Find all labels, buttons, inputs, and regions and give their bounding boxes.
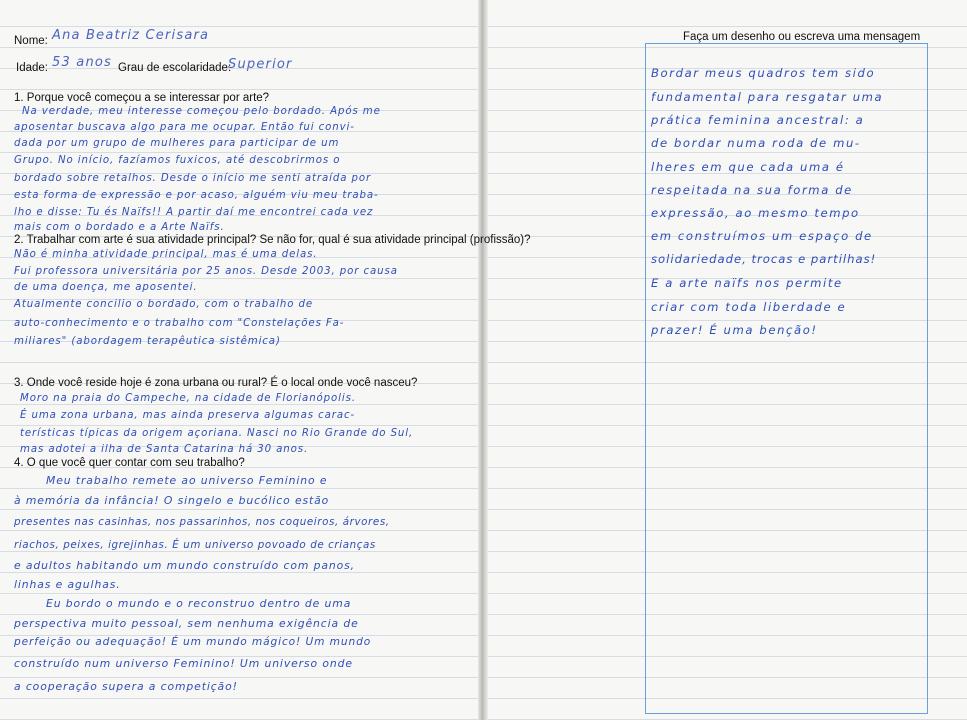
question-4: 4. O que você quer contar com seu trabalho? [14, 457, 245, 469]
message-line: respeitada na sua forma de [651, 183, 853, 197]
message-line: criar com toda liberdade e [651, 300, 847, 314]
education-label: Grau de escolaridade: [118, 62, 232, 74]
question-3: 3. Onde você reside hoje é zona urbana ou rural? É o local onde você nasceu? [14, 377, 418, 389]
answer-4-line: perfeição ou adequação! É um mundo mágico! Um mundo [14, 636, 372, 648]
answer-4-line: riachos, peixes, igrejinhas. É um universo povoado de crianças [14, 539, 376, 551]
answer-1-line: Grupo. No início, fazíamos fuxicos, até descobrirmos o [14, 155, 341, 166]
message-line: prática feminina ancestral: a [651, 113, 865, 127]
age-value: 53 anos [52, 55, 113, 70]
page-fold [478, 0, 488, 720]
message-line: solidariedade, trocas e partilhas! [651, 252, 877, 266]
answer-4-line: e adultos habitando um mundo construído com panos, [14, 559, 355, 572]
answer-2-line: auto-conhecimento e o trabalho com "Constelações Fa- [14, 318, 345, 329]
answer-2-line: de uma doença, me aposentei. [14, 282, 198, 293]
answer-1-line: aposentar buscava algo para me ocupar. Então fui convi- [14, 122, 355, 133]
education-value: Superior [228, 57, 293, 72]
answer-4-line: a cooperação supera a competição! [14, 680, 238, 693]
answer-3-line: Moro na praia do Campeche, na cidade de Florianópolis. [20, 393, 356, 404]
answer-1-line: esta forma de expressão e por acaso, alguém viu meu traba- [14, 190, 379, 201]
message-line: em construímos um espaço de [651, 229, 873, 243]
message-line: fundamental para resgatar uma [651, 90, 884, 104]
message-line: expressão, ao mesmo tempo [651, 206, 860, 220]
answer-2-line: Fui professora universitária por 25 anos. Desde 2003, por causa [14, 266, 398, 277]
answer-4-line: construído num universo Feminino! Um universo onde [14, 657, 353, 670]
answer-2-line: Não é minha atividade principal, mas é uma delas. [14, 249, 318, 260]
answer-3-line: É uma zona urbana, mas ainda preserva algumas carac- [20, 410, 356, 421]
answer-4-line: linhas e agulhas. [14, 578, 121, 591]
answer-2-line: miliares" (abordagem terapêutica sistêmica) [14, 336, 281, 347]
message-line: de bordar numa roda de mu- [651, 136, 861, 150]
message-section-title: Faça um desenho ou escreva uma mensagem [683, 31, 921, 43]
name-label: Nome: [14, 35, 48, 47]
answer-1-line: mais com o bordado e a Arte Naïfs. [14, 222, 225, 233]
answer-4-line: presentes nas casinhas, nos passarinhos, nos coqueiros, árvores, [14, 516, 390, 528]
answer-1-line: lho e disse: Tu és Naïfs!! A partir daí me encontrei cada vez [14, 207, 374, 218]
answer-3-line: terísticas típicas da origem açoriana. Nasci no Rio Grande do Sul, [20, 428, 414, 439]
answer-1-line: bordado sobre retalhos. Desde o início me senti atraída por [14, 173, 372, 184]
answer-3-line: mas adotei a ilha de Santa Catarina há 30 anos. [20, 444, 309, 455]
name-value: Ana Beatriz Cerisara [52, 28, 210, 43]
answer-1-line: dada por um grupo de mulheres para participar de um [14, 138, 340, 149]
answer-4-line: à memória da infância! O singelo e bucólico estão [14, 494, 330, 507]
answer-1-line: Na verdade, meu interesse começou pelo bordado. Após me [22, 106, 381, 117]
answer-4-line: perspectiva muito pessoal, sem nenhuma exigência de [14, 617, 359, 630]
question-1: 1. Porque você começou a se interessar por arte? [14, 92, 270, 104]
message-line: E a arte naïfs nos permite [651, 276, 843, 290]
message-line: lheres em que cada uma é [651, 160, 845, 174]
message-line: prazer! É uma benção! [651, 323, 818, 337]
answer-4-line: Meu trabalho remete ao universo Feminino e [46, 474, 328, 487]
answer-2-line: Atualmente concilio o bordado, com o trabalho de [14, 299, 314, 310]
answer-4-line: Eu bordo o mundo e o reconstruo dentro de uma [46, 597, 352, 610]
age-label: Idade: [16, 62, 48, 74]
question-2: 2. Trabalhar com arte é sua atividade principal? Se não for, qual é sua atividade principal (profissão)? [14, 234, 531, 246]
message-line: Bordar meus quadros tem sido [651, 66, 876, 80]
